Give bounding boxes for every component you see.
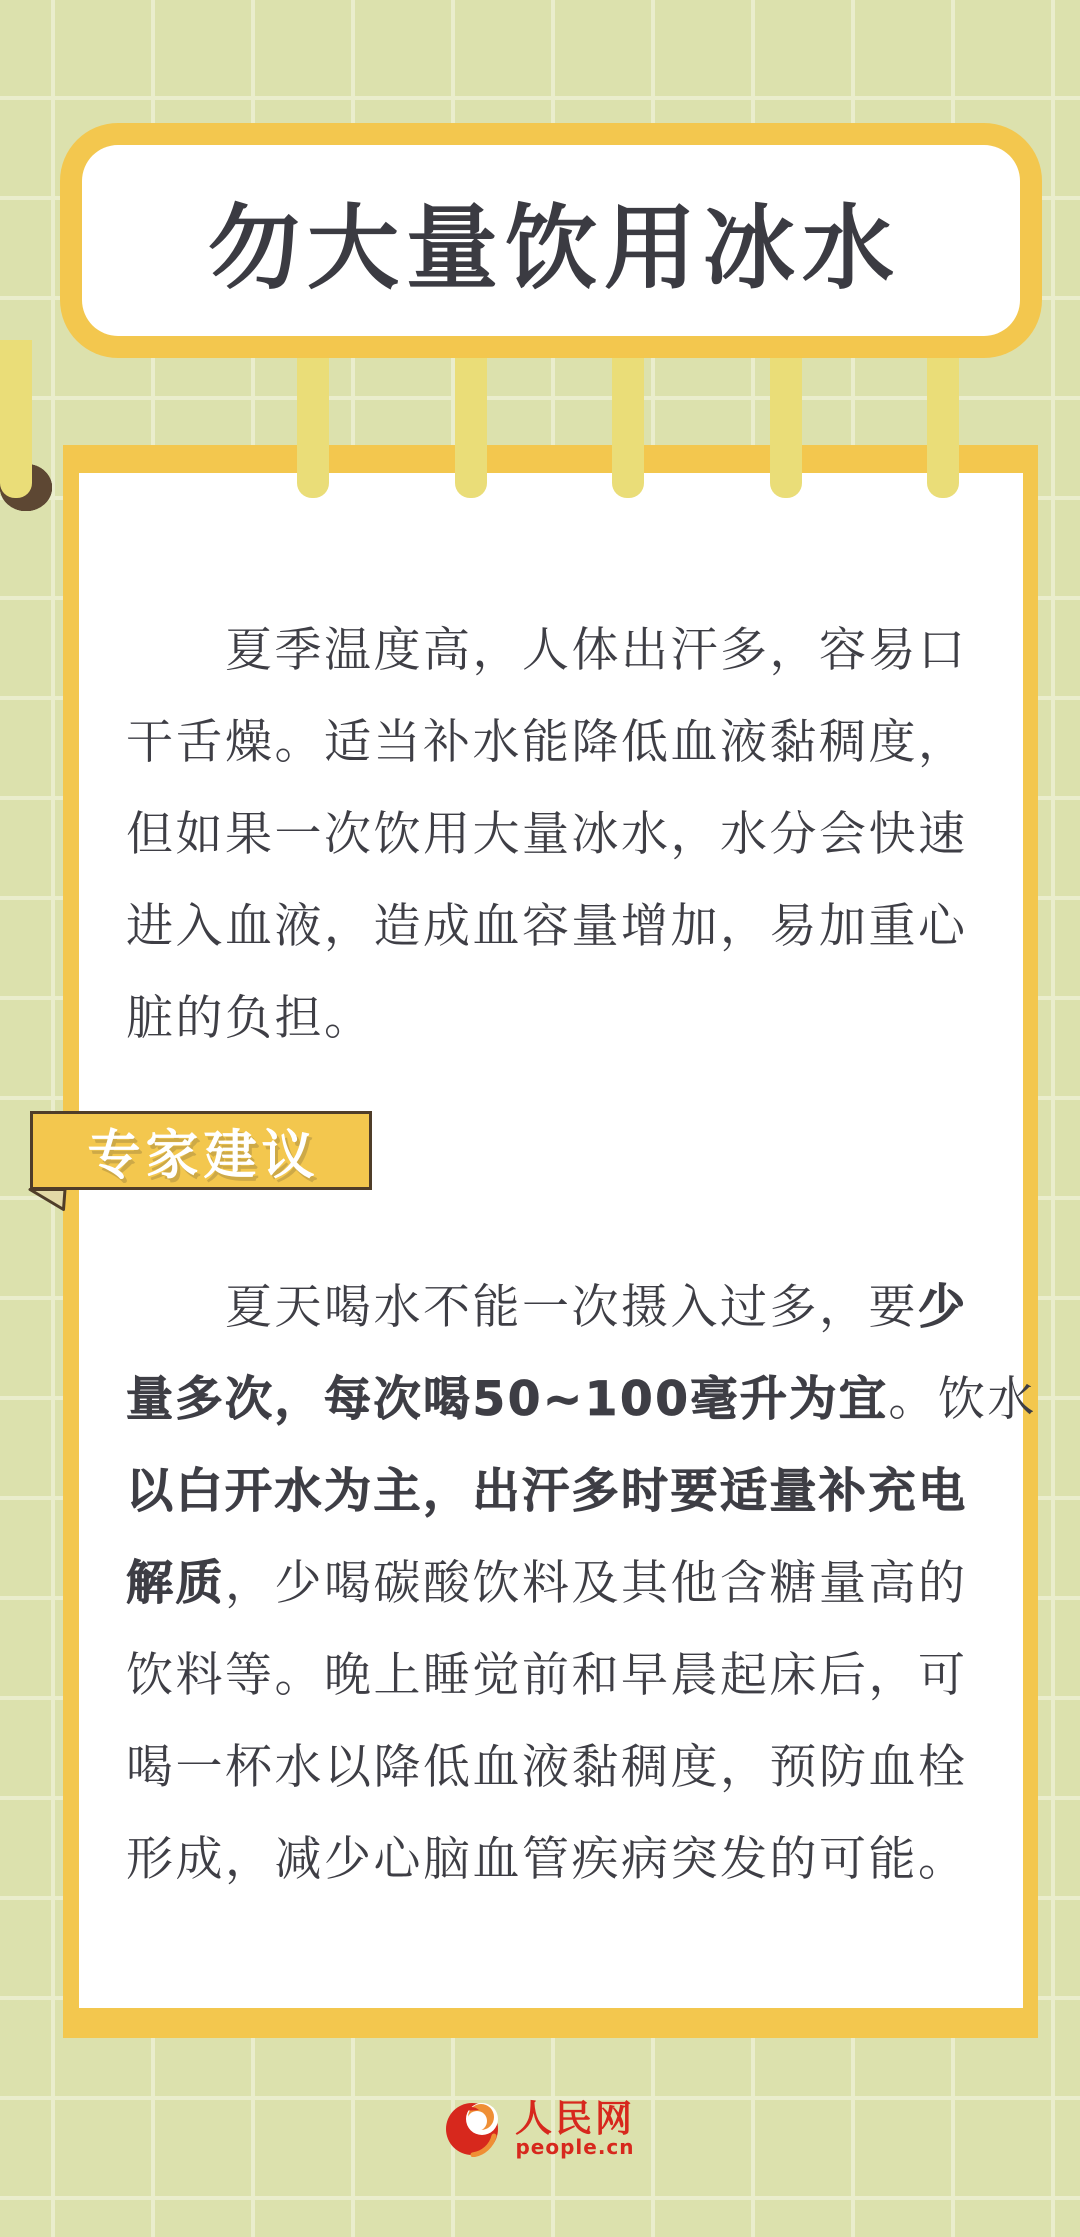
text-segment: 。饮水 — [888, 1372, 1037, 1427]
text-segment-bold: 解质 — [126, 1556, 225, 1611]
text-segment: 夏季温度高，人体出汗多，容易口 — [225, 623, 968, 678]
footer-logo — [0, 2096, 1080, 2160]
text-line — [126, 881, 968, 973]
text-segment: 脏的负担。 — [126, 991, 374, 1046]
title-card-inner — [82, 145, 1020, 336]
text-line — [126, 1354, 1037, 1446]
text-segment: 进入血液，造成血容量增加，易加重心 — [126, 899, 968, 954]
text-segment: 但如果一次饮用大量冰水，水分会快速 — [126, 807, 968, 862]
logo-text-block — [515, 2095, 635, 2159]
text-segment-bold: 以白开水为主，出汗多时要适量补充电 — [126, 1464, 968, 1519]
ribbon-fold-icon — [28, 1188, 68, 1216]
text-line — [126, 1814, 1037, 1906]
text-line — [126, 1538, 1037, 1630]
expert-advice-badge — [30, 1111, 372, 1190]
text-line — [126, 605, 968, 697]
text-segment-bold: 量多次，每次喝50~100毫升为宜 — [126, 1372, 889, 1427]
text-line — [126, 1446, 1037, 1538]
text-line — [126, 1262, 1037, 1354]
text-line — [126, 1630, 1037, 1722]
people-cn-emblem-icon — [445, 2100, 505, 2157]
binder-strap — [455, 340, 487, 498]
text-segment-bold: 少 — [918, 1280, 968, 1335]
text-line — [126, 973, 968, 1065]
binder-strap — [297, 340, 329, 498]
binder-strap — [612, 340, 644, 498]
text-segment: 饮料等。晚上睡觉前和早晨起床后，可 — [126, 1648, 968, 1703]
paragraph-intro — [126, 605, 968, 1065]
text-line — [126, 789, 968, 881]
poster-title: 勿大量饮用冰水 — [207, 193, 901, 302]
text-segment: 喝一杯水以降低血液黏稠度，预防血栓 — [126, 1740, 968, 1795]
text-segment: 形成，减少心脑血管疾病突发的可能。 — [126, 1832, 968, 1887]
binder-strap — [770, 340, 802, 498]
text-segment: ，少喝碳酸饮料及其他含糖量高的 — [225, 1556, 968, 1611]
text-line — [126, 697, 968, 789]
binder-strap — [0, 340, 32, 498]
expert-advice-badge-label: 专家建议 — [87, 1124, 320, 1186]
text-line — [126, 1722, 1037, 1814]
paragraph-expert-advice — [126, 1262, 1037, 1906]
binder-strap — [927, 340, 959, 498]
title-card — [60, 123, 1042, 358]
text-segment: 干舌燥。适当补水能降低血液黏稠度， — [126, 715, 968, 770]
text-segment: 夏天喝水不能一次摄入过多，要 — [225, 1280, 918, 1335]
logo-text-en: people.cn — [515, 2134, 635, 2159]
logo-text-cn: 人民网 — [515, 2095, 635, 2140]
